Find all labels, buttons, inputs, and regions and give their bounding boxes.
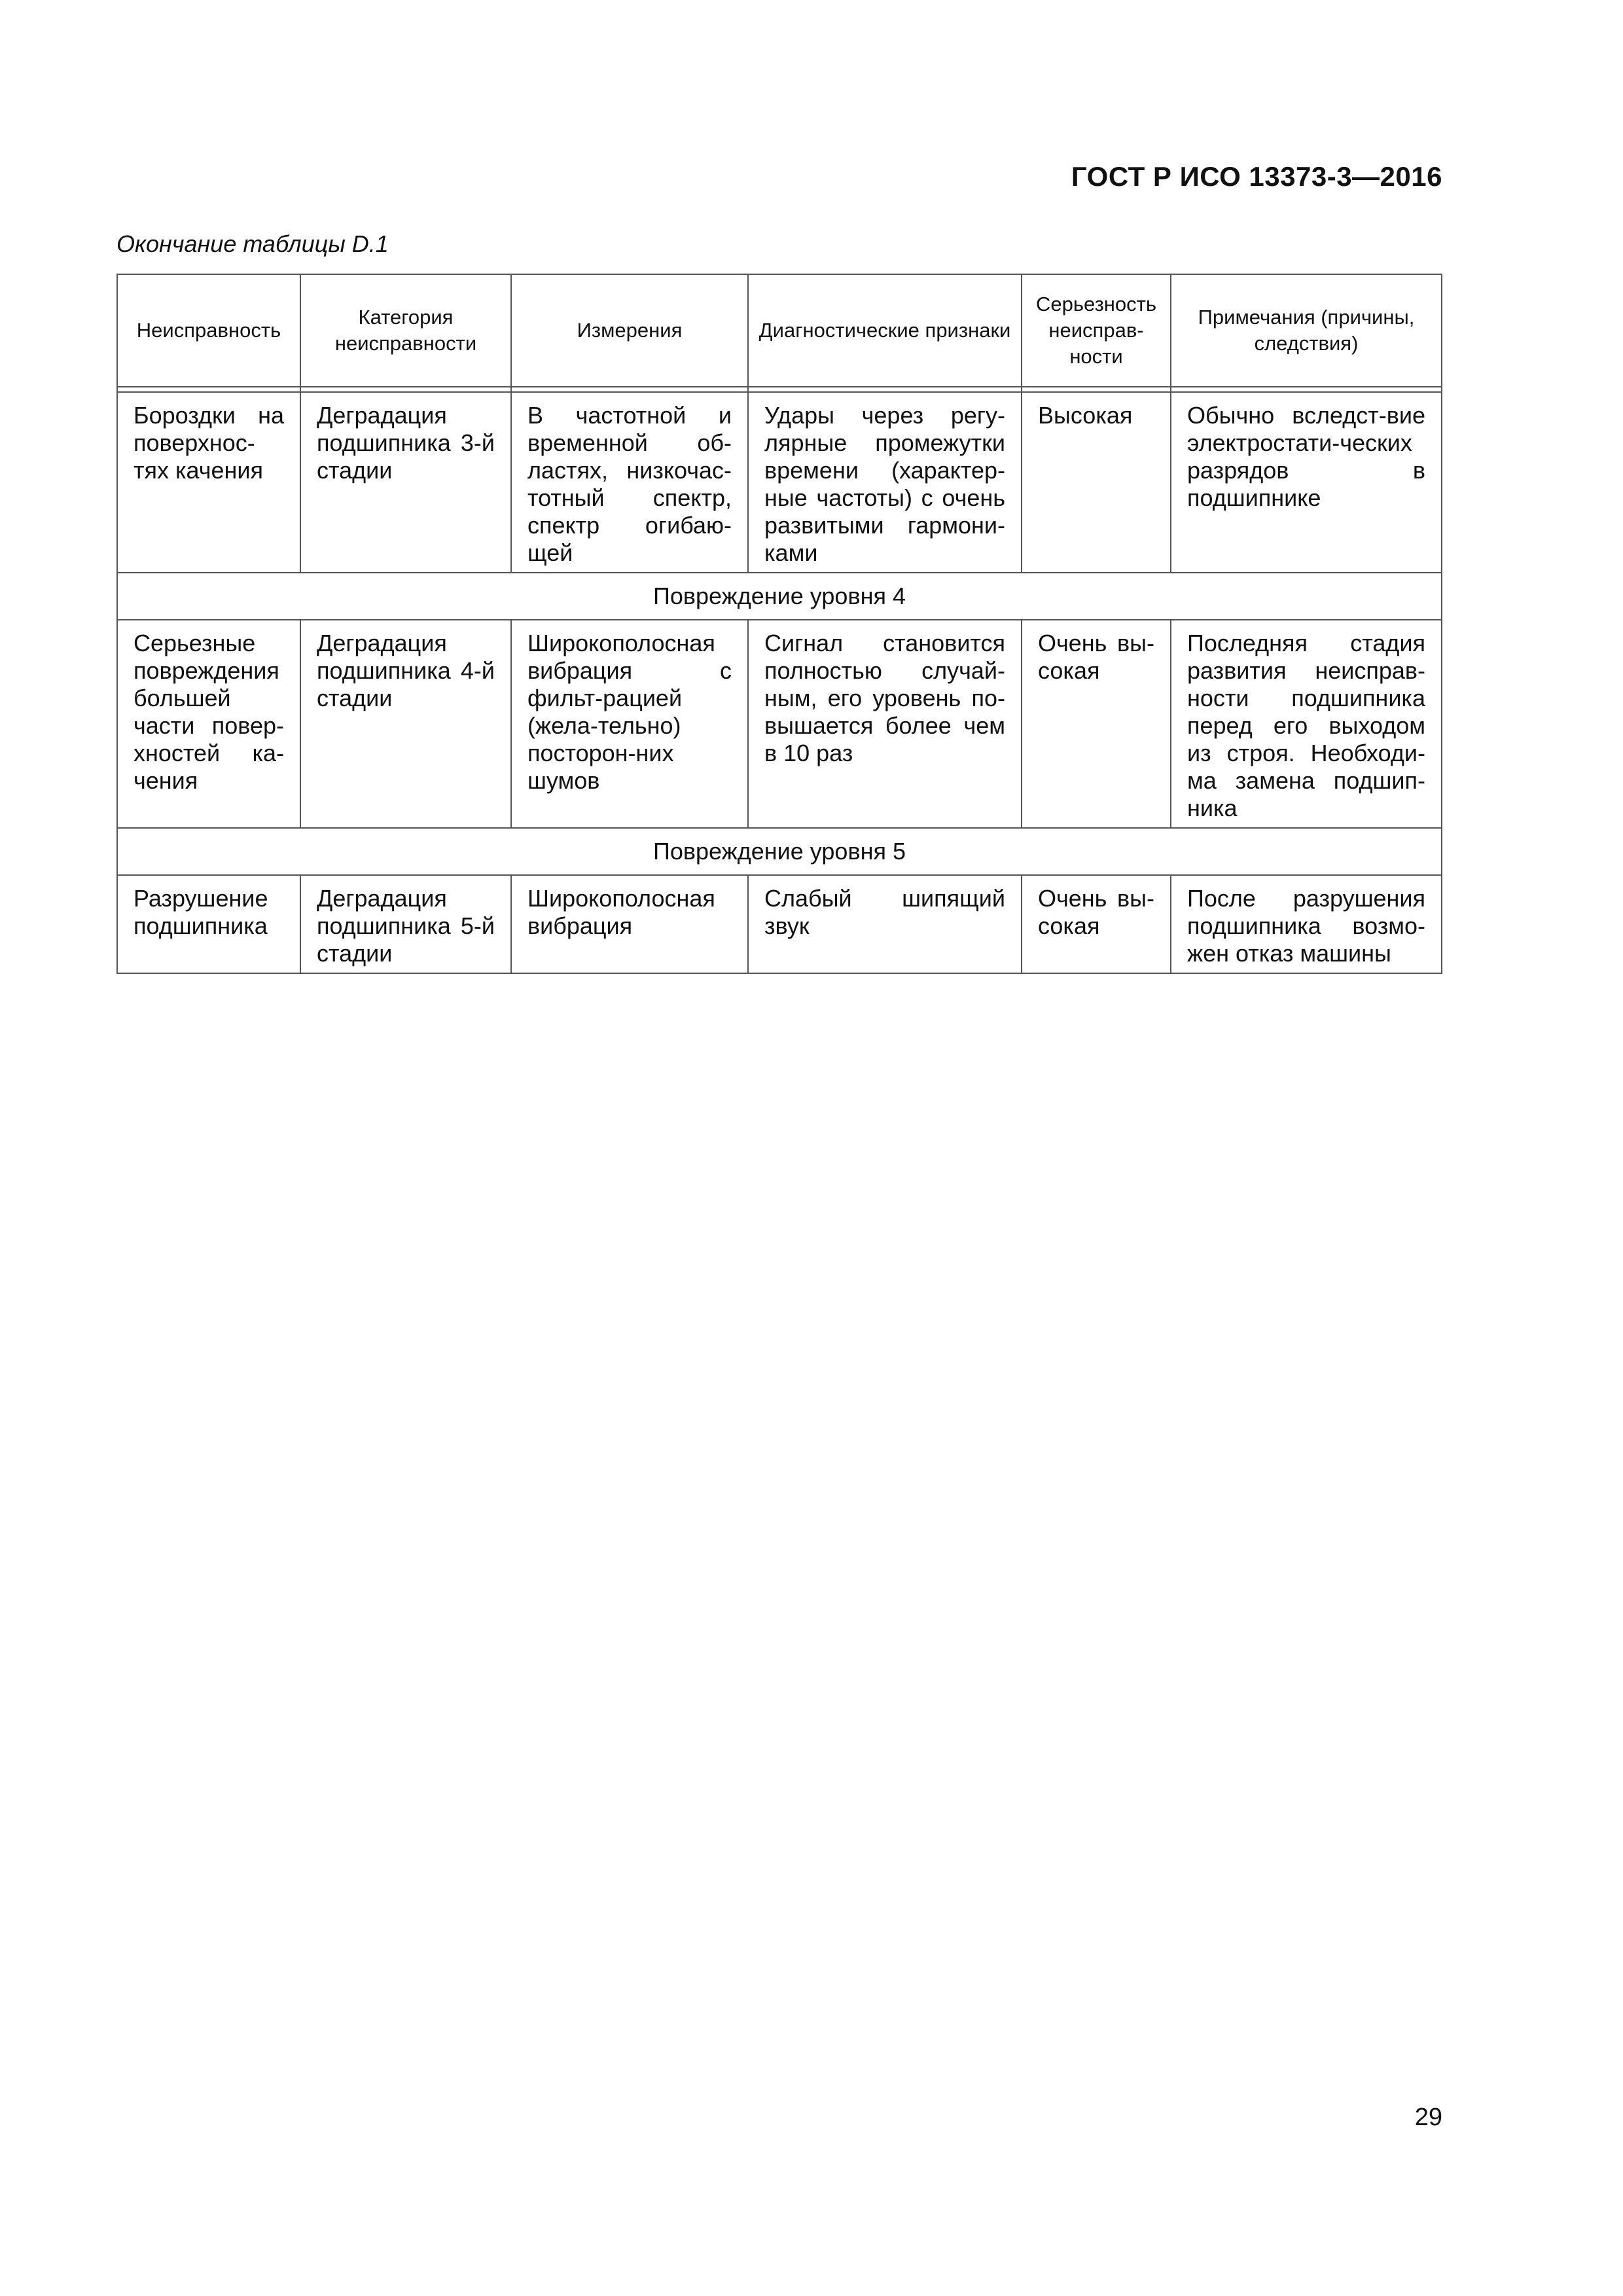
section-row-level-4 — [117, 573, 1442, 620]
page-number: 29 — [1414, 2104, 1442, 2131]
cell-severity: Высокая — [1022, 392, 1171, 573]
table-row — [117, 392, 1442, 573]
cell-fault: Разрушение подшипника — [117, 875, 300, 973]
cell-signs: Удары через регу-лярные промежутки времени (характер-ные частоты) с очень развитыми гармони-ками — [748, 392, 1022, 573]
standard-designation: ГОСТ Р ИСО 13373-3—2016 — [1071, 161, 1442, 192]
section-label-level-4: Повреждение уровня 4 — [117, 573, 1442, 620]
table-row — [117, 875, 1442, 973]
column-header-signs: Диагностические признаки — [748, 274, 1022, 387]
column-header-severity: Серьезность неисправ-ности — [1022, 274, 1171, 387]
section-row-level-5 — [117, 828, 1442, 875]
cell-signs: Сигнал становится полностью случай-ным, его уровень по-вышается более чем в 10 раз — [748, 620, 1022, 828]
cell-notes: Обычно вследст-вие электростати-ческих разрядов в подшипнике — [1171, 392, 1442, 573]
cell-severity: Очень вы-сокая — [1022, 875, 1171, 973]
column-header-category: Категория неисправности — [300, 274, 511, 387]
table-row — [117, 620, 1442, 828]
cell-severity: Очень вы-сокая — [1022, 620, 1171, 828]
cell-category: Деградация подшипника 4-й стадии — [300, 620, 511, 828]
cell-notes: Последняя стадия развития неисправ-ности подшипника перед его выходом из строя. Необходи-ма замена подшип-ника — [1171, 620, 1442, 828]
column-header-measurements: Измерения — [511, 274, 748, 387]
cell-notes: После разрушения подшипника возмо-жен отказ машины — [1171, 875, 1442, 973]
column-header-notes: Примечания (причины, следствия) — [1171, 274, 1442, 387]
fault-table — [116, 274, 1442, 974]
cell-category: Деградация подшипника 3-й стадии — [300, 392, 511, 573]
table-caption: Окончание таблицы D.1 — [116, 230, 389, 257]
cell-fault: Серьезные повреждения большей части повер-хностей ка-чения — [117, 620, 300, 828]
cell-measurements: Широкополосная вибрация с фильт-рацией (жела-тельно) посторон-них шумов — [511, 620, 748, 828]
cell-measurements: Широкополосная вибрация — [511, 875, 748, 973]
column-header-fault: Неисправность — [117, 274, 300, 387]
section-label-level-5: Повреждение уровня 5 — [117, 828, 1442, 875]
header-double-rule — [117, 387, 1442, 392]
table-header-row — [117, 274, 1442, 387]
cell-category: Деградация подшипника 5-й стадии — [300, 875, 511, 973]
cell-signs: Слабый шипящий звук — [748, 875, 1022, 973]
cell-fault: Бороздки на поверхнос-тях качения — [117, 392, 300, 573]
cell-measurements: В частотной и временной об-ластях, низкочас-тотный спектр, спектр огибаю-щей — [511, 392, 748, 573]
